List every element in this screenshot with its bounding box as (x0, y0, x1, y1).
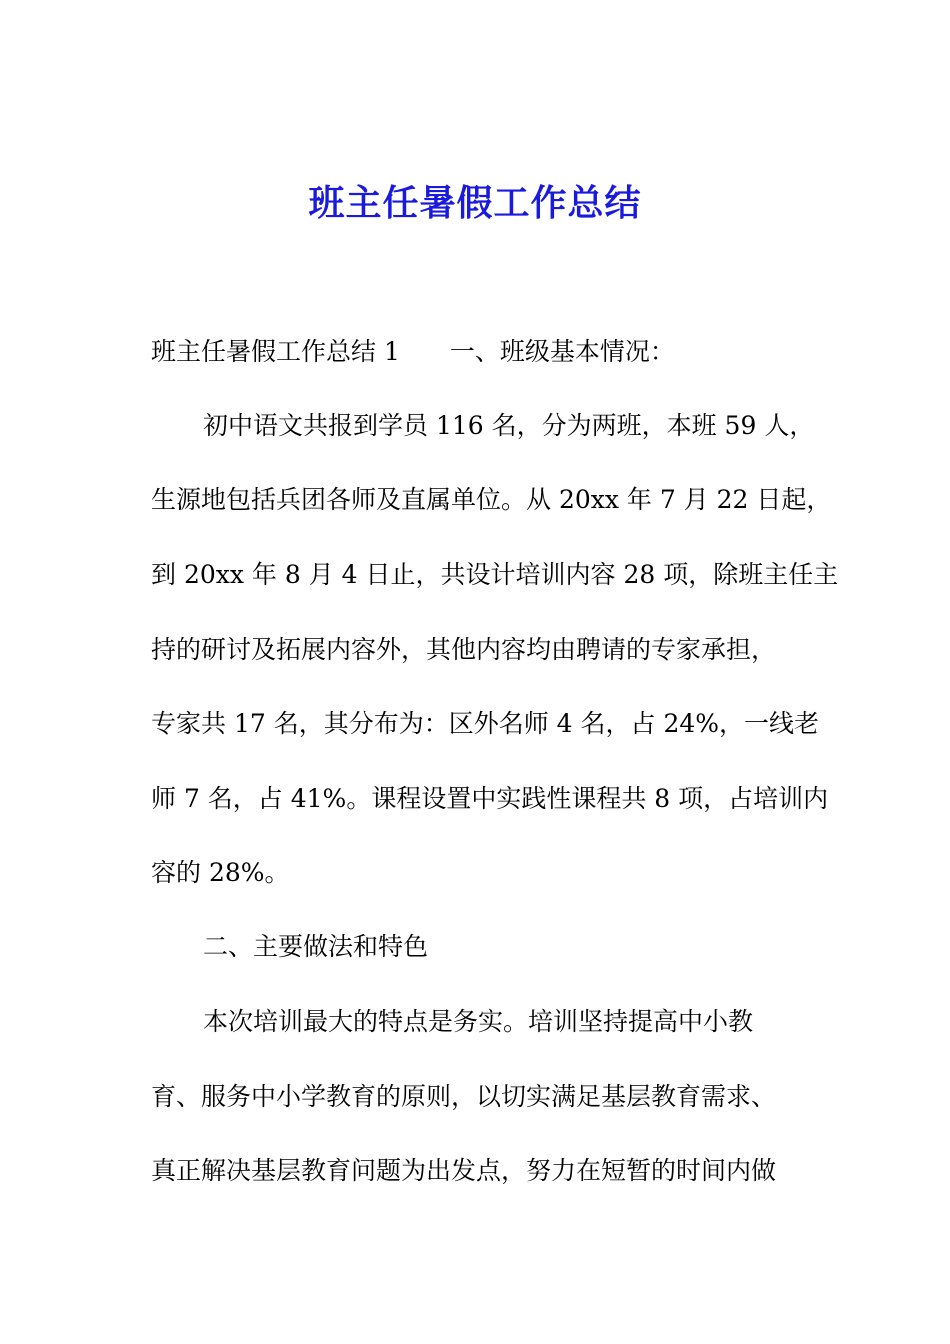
text-line: 初中语文共报到学员 116 名，分为两班，本班 59 人， (203, 411, 815, 440)
text-line: 容的 28%。 (151, 858, 290, 887)
text-line: 到 20xx 年 8 月 4 日止，共设计培训内容 28 项，除班主任主 (151, 560, 839, 589)
text-line: 师 7 名，占 41%。课程设置中实践性课程共 8 项，占培训内 (151, 784, 829, 813)
heading-line-right: 一、班级基本情况： (449, 337, 675, 366)
document-title: 班主任暑假工作总结 (308, 182, 642, 224)
text-line: 本次培训最大的特点是务实。培训坚持提高中小教 (203, 1007, 754, 1036)
text-line: 育、服务中小学教育的原则，以切实满足基层教育需求、 (151, 1082, 777, 1111)
text-line: 专家共 17 名，其分布为：区外名师 4 名，占 24%，一线老 (151, 709, 820, 738)
heading-line-left: 班主任暑假工作总结 1 (151, 337, 400, 366)
heading-line (151, 334, 675, 370)
text-line: 真正解决基层教育问题为出发点，努力在短暂的时间内做 (151, 1156, 777, 1185)
section-heading: 二、主要做法和特色 (203, 932, 429, 961)
text-line: 生源地包括兵团各师及直属单位。从 20xx 年 7 月 22 日起， (151, 485, 832, 514)
text-line: 持的研讨及拓展内容外，其他内容均由聘请的专家承担， (151, 635, 777, 664)
